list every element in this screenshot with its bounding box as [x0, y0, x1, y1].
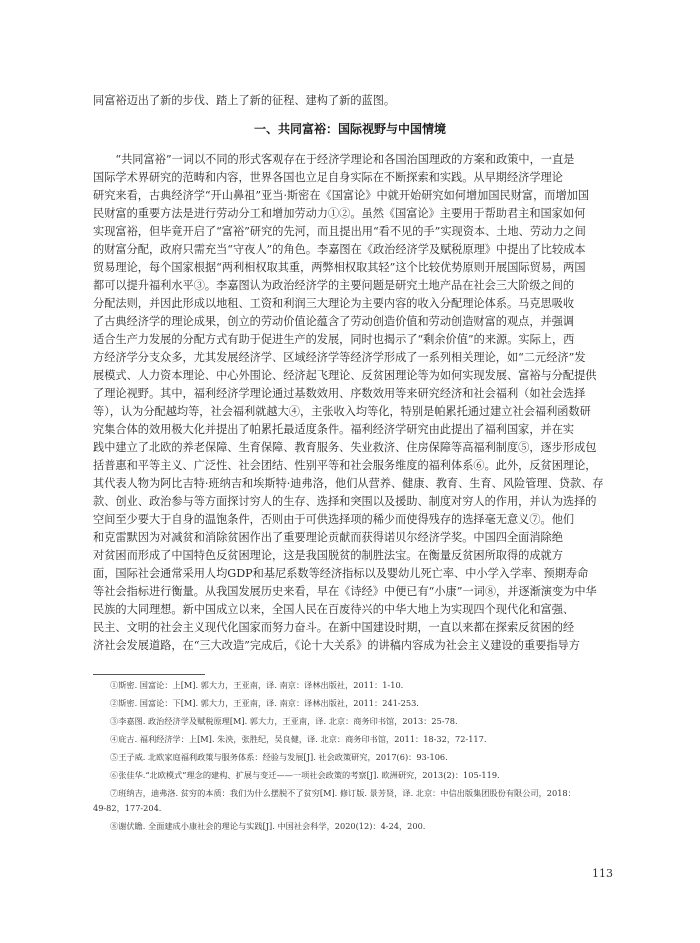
section-heading: 一、共同富裕：国际视野与中国情境: [253, 122, 446, 136]
footnote: ③李嘉图. 政治经济学及赋税原理[M]. 郭大力，王亚南，译. 北京：商务印书馆，2013：25-78.: [110, 716, 458, 726]
body-line: 其代表人物为阿比吉特·班纳吉和埃斯特·迪弗洛，他们从营养、健康、教育、生育、风险管理、贷款、存: [93, 477, 604, 490]
body-line: 践中建立了北欧的养老保障、生育保障、教育服务、失业救济、住房保障等高福利制度⑤，逐步形成包: [93, 441, 597, 454]
body-line: 都可以提升福利水平③。李嘉图认为政治经济学的主要问题是研究土地产品在社会三大阶级之间的: [93, 279, 575, 292]
body-line: 实现富裕，但毕竟开启了“富裕”研究的先河，而且提出用“看不见的手”实现资本、土地、劳动力之间: [93, 225, 586, 238]
footnote: ⑦班纳吉，迪弗洛. 贫穷的本质：我们为什么摆脱不了贫穷[M]. 修订版. 景芳贤，译. 北京：中信出版集团股份有限公司，2018：: [110, 788, 576, 798]
body-line: 等），认为分配越均等，社会福利就越大④，主张收入均等化，特别是帕累托通过建立社会福利函数研: [93, 405, 591, 418]
body-line: 了古典经济学的理论成果，创立的劳动价值论蕴含了劳动创造价值和劳动创造财富的观点，并强调: [93, 315, 575, 328]
body-line: 空间至少要大于自身的温饱条件，否则由于可供选择项的稀少而使得残存的选择毫无意义⑦。他们: [93, 513, 575, 526]
footnote-continuation: 49-82，177-204.: [93, 803, 162, 813]
footnote: ①斯密. 国富论：上[M]. 郭大力，王亚南，译. 南京：译林出版社，2011：1-10.: [110, 680, 404, 690]
lead-line: 同富裕迈出了新的步伐、踏上了新的征程、建构了新的蓝图。: [93, 94, 396, 107]
body-line: 展模式、人力资本理论、中心外围论、经济起飞理论、反贫困理论等为如何实现发展、富裕与分配提供: [93, 369, 597, 382]
body-line: 对贫困而形成了中国特色反贫困理论，这是我国脱贫的制胜法宝。在衡量反贫困所取得的成就方: [93, 549, 563, 562]
body-line: 研究来看，古典经济学“开山鼻祖”亚当·斯密在《国富论》中就开始研究如何增加国民财富，而增加国: [93, 189, 590, 202]
body-line: 究集合体的效用极大化并提出了帕累托最适度条件。福利经济学研究由此提出了福利国家，并在实: [93, 423, 575, 436]
body-line: 民族的大同理想。新中国成立以来，全国人民在百废待兴的中华大地上为实现四个现代化和富强、: [93, 603, 575, 616]
body-line: 国际学术界研究的范畴和内容，世界各国也立足自身实际在不断探索和实践。从早期经济学理论: [93, 171, 563, 184]
body-line: 面，国际社会通常采用人均GDP和基尼系数等经济指标以及婴幼儿死亡率、中小学入学率、预期寿命: [93, 567, 589, 580]
footnote: ⑥张佳华.“北欧模式”理念的建构、扩展与变迁——一项社会政策的考察[J]. 欧洲研究，2013(2)：105-119.: [110, 770, 500, 780]
footnote: ⑤王子威. 北欧家庭福利政策与服务体系：经验与发展[J]. 社会政策研究，2017(6)：93-106.: [110, 752, 448, 762]
body-line: “共同富裕”一词以不同的形式客观存在于经济学理论和各国治国理政的方案和政策中，一直是: [93, 153, 575, 166]
page-number: 113: [592, 867, 613, 880]
body-line: 济社会发展道路，在“三大改造”完成后，《论十大关系》的讲稿内容成为社会主义建设的重要指导方: [93, 639, 580, 652]
body-line: 贸易理论，每个国家根据“两利相权取其重，两弊相权取其轻”这个比较优势原则开展国际贸易，两国: [93, 261, 586, 274]
body-line: 民主、文明的社会主义现代化国家而努力奋斗。在新中国建设时期，一直以来都在探索反贫困的经: [93, 621, 575, 634]
body-line: 款、创业、政治参与等方面探讨穷人的生存、选择和突围以及援助、制度对穷人的作用，并认为选择的: [93, 495, 597, 508]
body-line: 和克雷默因为对减贫和消除贫困作出了重要理论贡献而获得诺贝尔经济学奖。中国四全面消除绝: [93, 531, 563, 544]
body-line: 方经济学分支众多，尤其发展经济学、区域经济学等经济学形成了一系列相关理论，如“二元经济”发: [93, 351, 586, 364]
body-line: 等社会指标进行衡量。从我国发展历史来看，早在《诗经》中便已有“小康”一词⑧，并逐渐演变为中华: [93, 585, 597, 598]
body-line: 了理论视野。其中，福利经济学理论通过基数效用、序数效用等来研究经济和社会福利（如社会选择: [93, 387, 586, 400]
body-line: 适合生产力发展的分配方式有助于促进生产的发展，同时也揭示了“剩余价值”的来源。实际上，西: [93, 333, 575, 346]
footnote: ②斯密. 国富论：下[M]. 郭大力，王亚南，译. 南京：译林出版社，2011：241-253.: [110, 698, 419, 708]
footnote: ④庇古. 福利经济学：上[M]. 朱泱，张胜纪，吴良健，译. 北京：商务印书馆，2011：18-32，72-117.: [110, 734, 487, 744]
body-line: 的财富分配，政府只需充当“守夜人”的角色。李嘉图在《政治经济学及赋税原理》中提出了比较成本: [93, 243, 586, 256]
footnote-divider: [93, 674, 205, 675]
body-line: 民财富的重要方法是进行劳动分工和增加劳动力①②。虽然《国富论》主要用于帮助君主和国家如何: [93, 207, 586, 220]
footnote: ⑧谢伏瞻. 全面建成小康社会的理论与实践[J]. 中国社会科学，2020(12)：4-24，200.: [110, 821, 426, 831]
body-line: 括普惠和平等主义、广泛性、社会团结、性别平等和社会服务维度的福利体系⑥。此外，反贫困理论，: [93, 459, 597, 472]
body-line: 分配法则，并因此形成以地租、工资和利润三大理论为主要内容的收入分配理论体系。马克思吸收: [93, 297, 575, 310]
